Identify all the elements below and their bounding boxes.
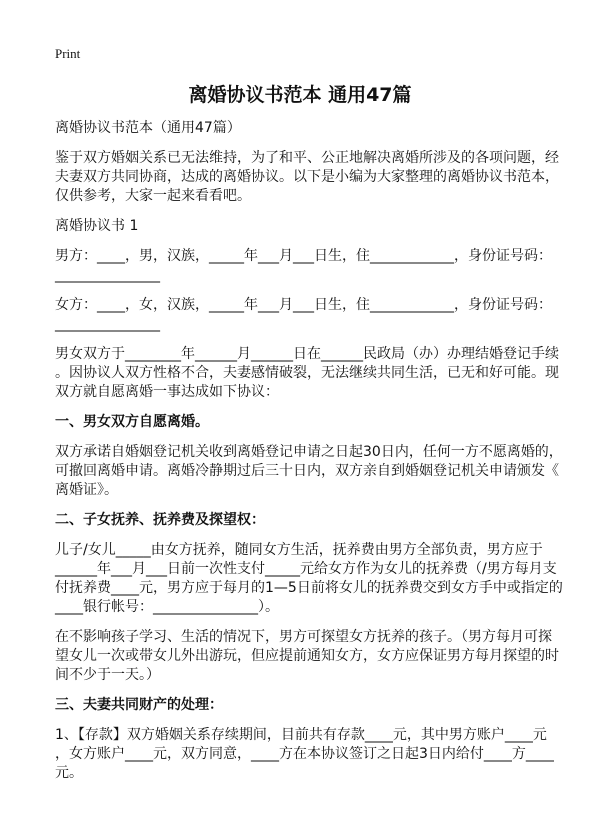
print-link[interactable]: Print	[55, 46, 81, 61]
text-line: ，女方账户____元，双方同意，____方在本协议签订之日起3日内给付____方____	[55, 746, 554, 762]
text-line: 女方：____，女，汉族，_____年___月___日生，住____________，身份证号码：	[55, 297, 552, 313]
text-line: 1、【存款】双方婚姻关系存续期间，目前共有存款____元，其中男方账户____元	[55, 727, 547, 743]
text-line: 离婚证》。	[55, 482, 118, 498]
text-line: 离婚协议书范本（通用47篇）	[55, 120, 241, 136]
text-line: 鉴于双方婚姻关系已无法维持，为了和平、公正地解决离婚所涉及的各项问题，经	[55, 150, 559, 166]
paragraph	[55, 628, 575, 685]
text-line: 元。	[55, 765, 83, 781]
text-line: 三、夫妻共同财产的处理：	[55, 697, 223, 713]
text-line: 间不少于一天。）	[55, 667, 160, 683]
text-line: 男方：____，男，汉族，_____年___月___日生，住____________，身份证号码：	[55, 248, 552, 264]
paragraph	[55, 443, 575, 500]
section-heading	[55, 413, 575, 432]
text-line: ______年___月___日前一次性支付_____元给女方作为女儿的抚养费（/男方每月支	[55, 561, 557, 577]
text-line: _______________	[55, 267, 160, 283]
text-line: _______________	[55, 316, 160, 332]
text-line: 夫妻双方共同协商，达成的离婚协议。以下是小编为大家整理的离婚协议书范本，	[55, 169, 559, 185]
text-line: 仅供参考，大家一起来看看吧。	[55, 188, 251, 204]
section-heading	[55, 696, 575, 715]
text-line: 双方就自愿离婚一事达成如下协议：	[55, 384, 279, 400]
paragraph	[55, 541, 575, 617]
paragraph	[55, 247, 575, 285]
text-line: 。因协议人双方性格不合，夫妻感情破裂，无法继续共同生活，已无和好可能。现	[55, 365, 559, 381]
paragraph	[55, 217, 575, 236]
text-line: 付抚养费____元，男方应于每月的1—5日前将女儿的抚养费交到女方手中或指定的	[55, 580, 563, 596]
text-line: 男女双方于________年______月______日在______民政局（办）办理结婚登记手续	[55, 346, 559, 362]
text-line: 二、子女抚养、抚养费及探望权：	[55, 512, 265, 528]
paragraph	[55, 149, 575, 206]
text-line: 一、男女双方自愿离婚。	[55, 414, 209, 430]
text-line: 望女儿一次或带女儿外出游玩，但应提前通知女方，女方应保证男方每月探望的时	[55, 648, 559, 664]
text-line: ____银行帐号：_______________）。	[55, 599, 279, 615]
text-line: 双方承诺自婚姻登记机关收到离婚登记申请之日起30日内，任何一方不愿离婚的，	[55, 444, 563, 460]
paragraph	[55, 119, 575, 138]
page-title: 离婚协议书范本 通用47篇	[188, 84, 412, 106]
text-line: 在不影响孩子学习、生活的情况下，男方可探望女方抚养的孩子。（男方每月可探	[55, 629, 552, 645]
text-line: 离婚协议书 1	[55, 218, 139, 234]
text-line: 可撤回离婚申请。离婚冷静期过后三十日内，双方亲自到婚姻登记机关申请颁发《	[55, 463, 559, 479]
paragraph	[55, 296, 575, 334]
text-line: 儿子/女儿_____由女方抚养，随同女方生活，抚养费由男方全部负责，男方应于	[55, 542, 543, 558]
section-heading	[55, 511, 575, 530]
paragraph	[55, 345, 575, 402]
paragraph	[55, 726, 575, 783]
document-body	[55, 119, 575, 794]
